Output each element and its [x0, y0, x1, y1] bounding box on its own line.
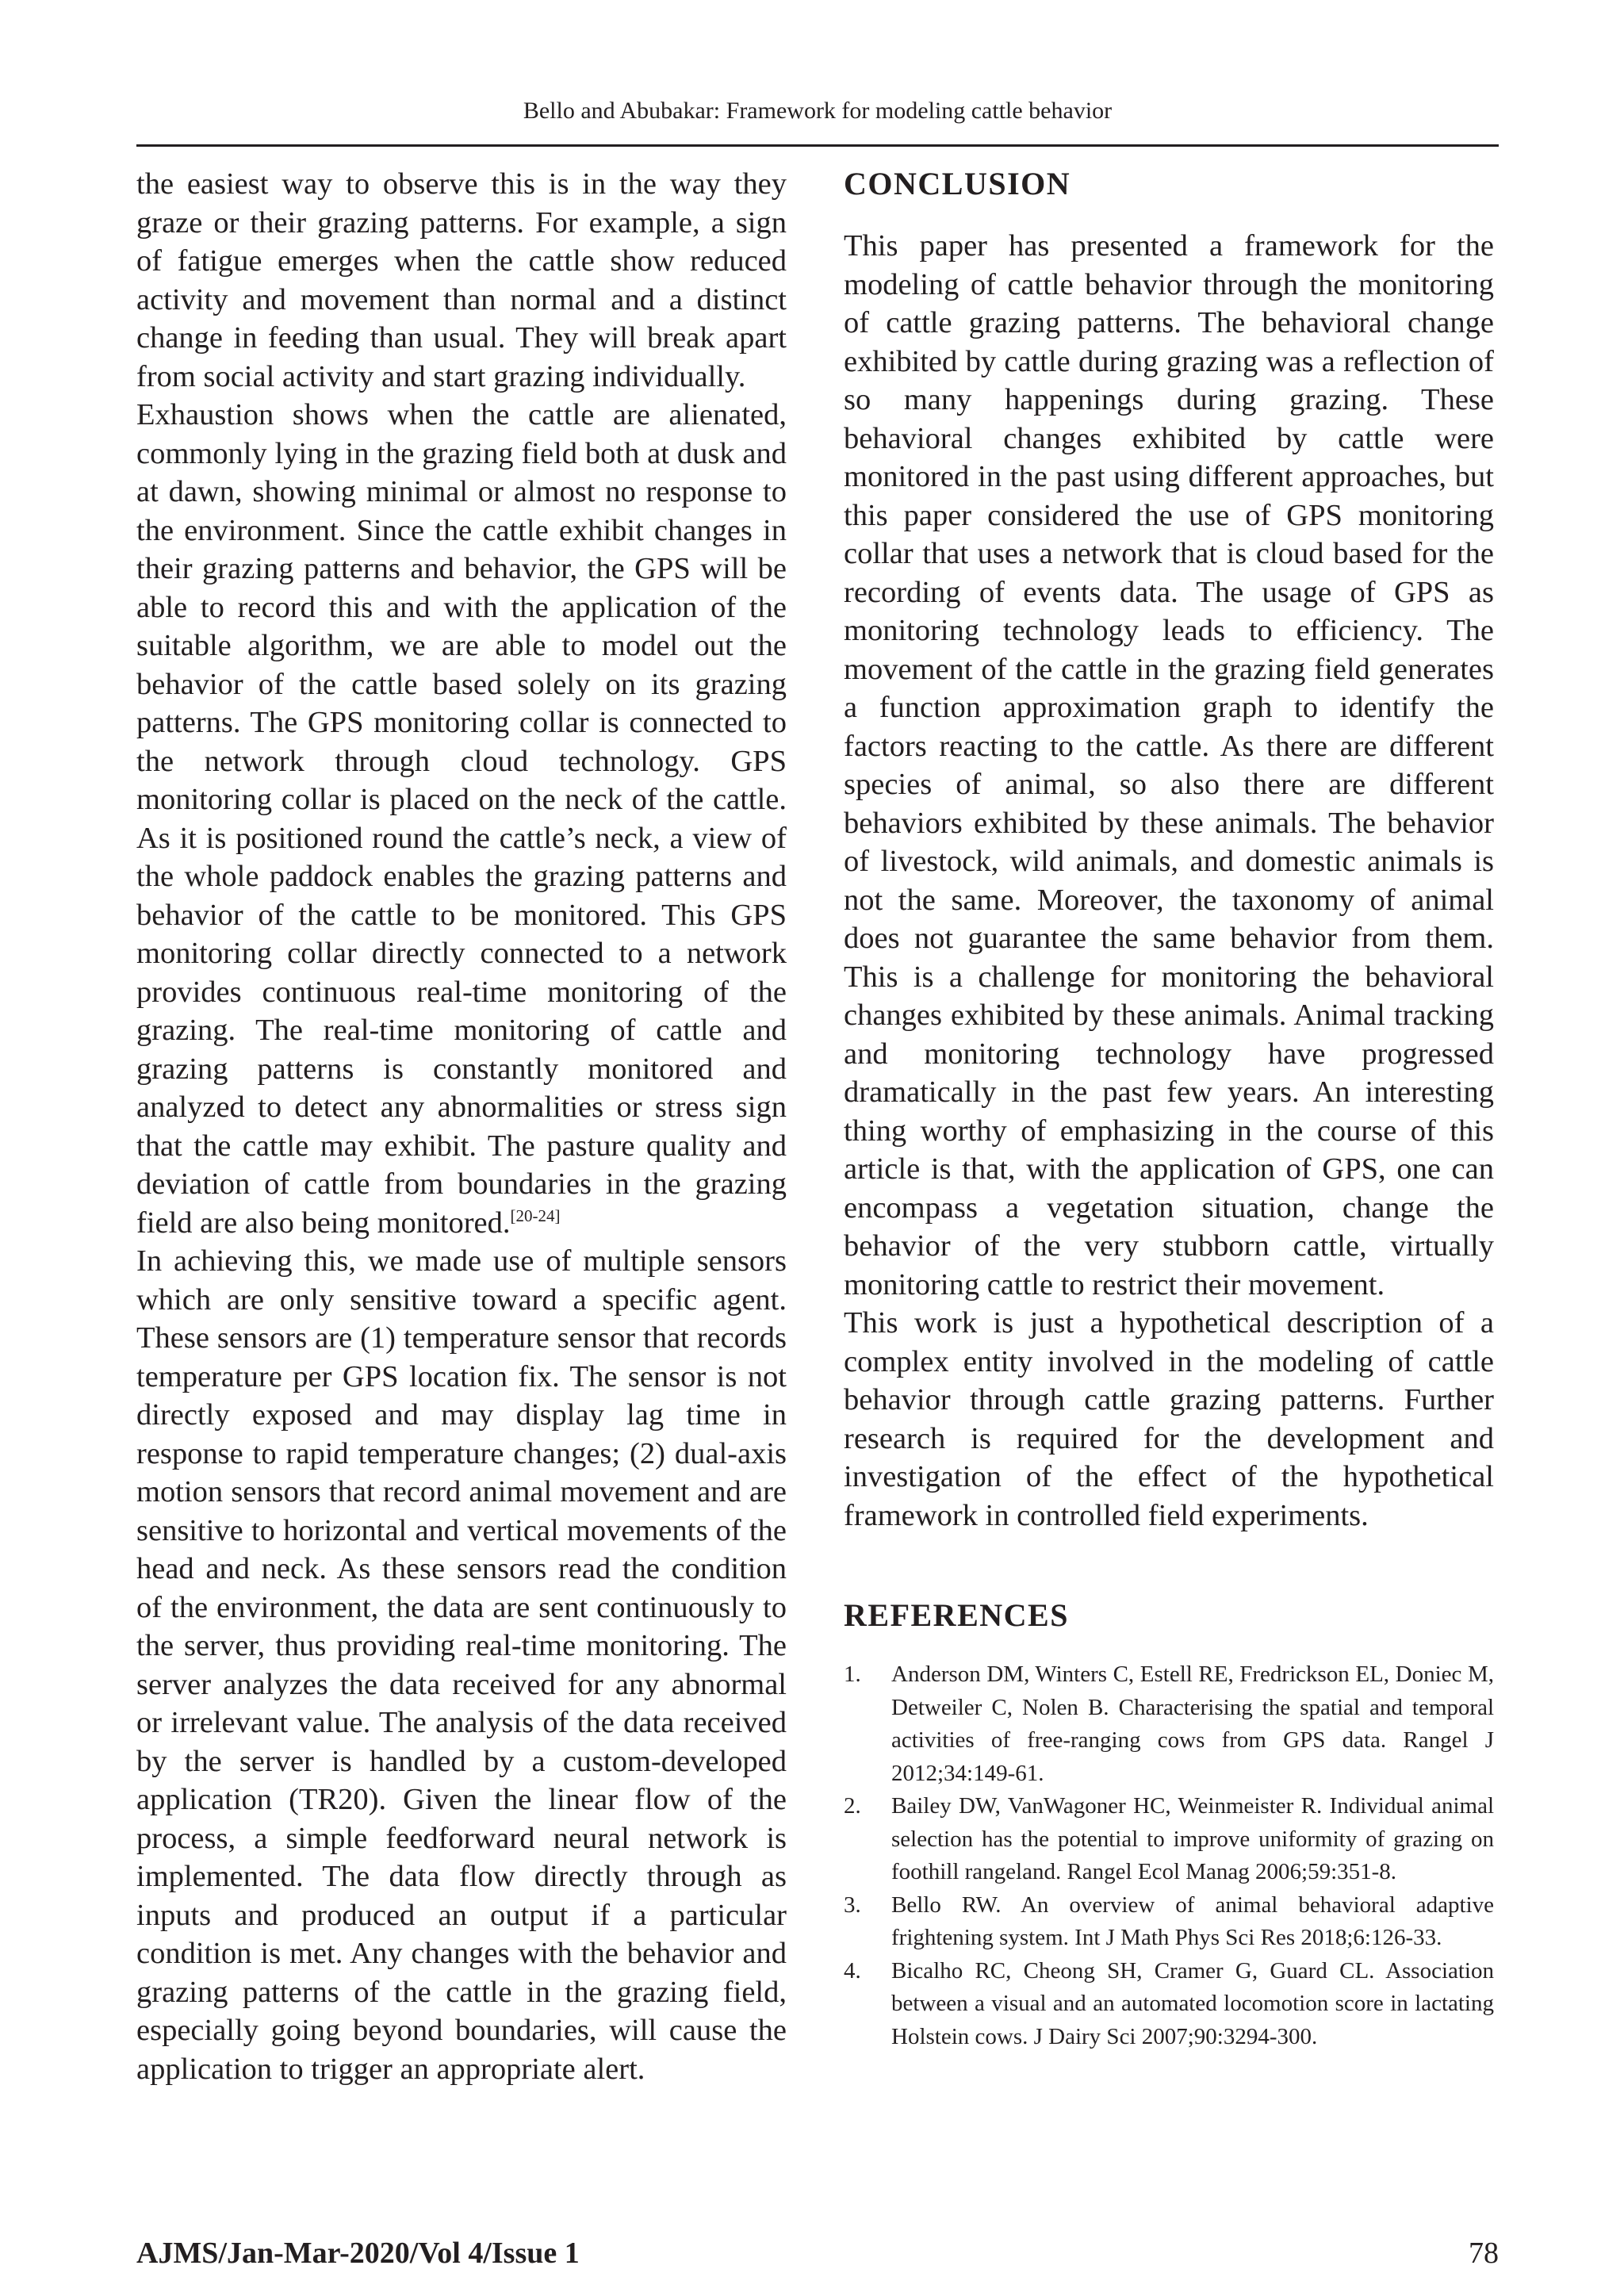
reference-text: Anderson DM, Winters C, Estell RE, Fredrickson EL, Doniec M, Detweiler C, Nolen B. Characterising the spatial and temporal activities of free-ranging cows from GPS data. Rangel J 2012;34:149-61. [891, 1662, 1494, 1786]
right-column [844, 165, 1494, 2053]
body-paragraph-2-text: Exhaustion shows when the cattle are alienated, commonly lying in the grazing field both at dusk and at dawn, showing minimal or almost no response to the environment. Since the cattle exhibit changes in their grazing patterns and behavior, the GPS will be able to record this and with the application of the suitable algorithm, we are able to model out the behavior of the cattle based solely on its grazing patterns. The GPS monitoring collar is connected to the network through cloud technology. GPS monitoring collar is placed on the neck of the cattle. As it is positioned round the cattle’s neck, a view of the whole paddock enables the grazing patterns and behavior of the cattle to be monitored. This GPS monitoring collar directly connected to a network provides continuous real-time monitoring of the grazing. The real-time monitoring of cattle and grazing patterns is constantly monitored and analyzed to detect any abnormalities or stress sign that the cattle may exhibit. The pasture quality and deviation of cattle from boundaries in the grazing field are also being monitored. [136, 398, 787, 1240]
reference-item [844, 1955, 1494, 2054]
footer-journal-info: AJMS/Jan-Mar-2020/Vol 4/Issue 1 [136, 2237, 580, 2270]
references-heading: REFERENCES [844, 1597, 1069, 1633]
reference-text: Bicalho RC, Cheong SH, Cramer G, Guard CL. Association between a visual and an automated locomotion score in lactating Holstein cows. J Dairy Sci 2007;90:3294-300. [891, 1957, 1494, 2049]
reference-number: 1. [844, 1662, 861, 1687]
reference-text: Bailey DW, VanWagoner HC, Weinmeister R. Individual animal selection has the potential to improve uniformity of grazing on foothill rangeland. Rangel Ecol Manag 2006;59:351-8. [891, 1793, 1494, 1884]
page-number: 78 [1469, 2237, 1499, 2270]
body-paragraph-2 [136, 396, 787, 1242]
reference-item [844, 1889, 1494, 1955]
body-paragraph-3: In achieving this, we made use of multiple sensors which are only sensitive toward a specific agent. These sensors are (1) temperature sensor that records temperature per GPS location fix. The sensor is not directly exposed and may display lag time in response to rapid temperature changes; (2) dual-axis motion sensors that record animal movement and are sensitive to horizontal and vertical movements of the head and neck. As these sensors read the condition of the environment, the data are sent continuously to the server, thus providing real-time monitoring. The server analyzes the data received for any abnormal or irrelevant value. The analysis of the data received by the server is handled by a custom-developed application (TR20). Given the linear flow of the process, a simple feedforward neural network is implemented. The data flow directly through as inputs and produced an output if a particular condition is met. Any changes with the behavior and grazing patterns of the cattle in the grazing field, especially going beyond boundaries, will cause the application to trigger an appropriate alert. [136, 1244, 787, 2086]
header-rule [136, 144, 1499, 147]
citation-20-24[interactable]: [20-24] [510, 1205, 561, 1225]
conclusion-paragraph-1: This paper has presented a framework for the modeling of cattle behavior through the monitoring of cattle grazing patterns. The behavioral change exhibited by cattle during grazing was a reflection of so many happenings during grazing. These behavioral changes exhibited by cattle were monitored in the past using different approaches, but this paper considered the use of GPS monitoring collar that uses a network that is cloud based for the recording of events data. The usage of GPS as monitoring technology leads to efficiency. The movement of the cattle in the grazing field generates a function approximation graph to identify the factors reacting to the cattle. As there are different species of animal, so also there are different behaviors exhibited by these animals. The behavior of livestock, wild animals, and domestic animals is not the same. Moreover, the taxonomy of animal does not guarantee the same behavior from them. This is a challenge for monitoring the behavioral changes exhibited by these animals. Animal tracking and monitoring technology have progressed dramatically in the past few years. An interesting thing worthy of emphasizing in the course of this article is that, with the application of GPS, one can encompass a vegetation situation, change the behavior of the very stubborn cattle, virtually monitoring cattle to restrict their movement. [844, 229, 1494, 1301]
reference-number: 2. [844, 1793, 861, 1819]
reference-text: Bello RW. An overview of animal behavioral adaptive frightening system. Int J Math Phys Sci Res 2018;6:126-33. [891, 1892, 1494, 1950]
reference-list [844, 1658, 1494, 2053]
running-header: Bello and Abubakar: Framework for modeling cattle behavior [523, 98, 1113, 124]
body-paragraph-1: the easiest way to observe this is in the way they graze or their grazing patterns. For example, a sign of fatigue emerges when the cattle show reduced activity and movement than normal and a distinct change in feeding than usual. They will break apart from social activity and start grazing individually. [136, 167, 787, 393]
reference-item [844, 1790, 1494, 1889]
reference-number: 4. [844, 1957, 861, 1984]
conclusion-paragraph-2: This work is just a hypothetical description of a complex entity involved in the modeling of cattle behavior through cattle grazing patterns. Further research is required for the development and investigation of the effect of the hypothetical framework in controlled field experiments. [844, 1306, 1494, 1532]
conclusion-heading: CONCLUSION [844, 166, 1071, 201]
left-column [136, 165, 787, 2088]
reference-number: 3. [844, 1892, 861, 1918]
reference-item [844, 1658, 1494, 1790]
